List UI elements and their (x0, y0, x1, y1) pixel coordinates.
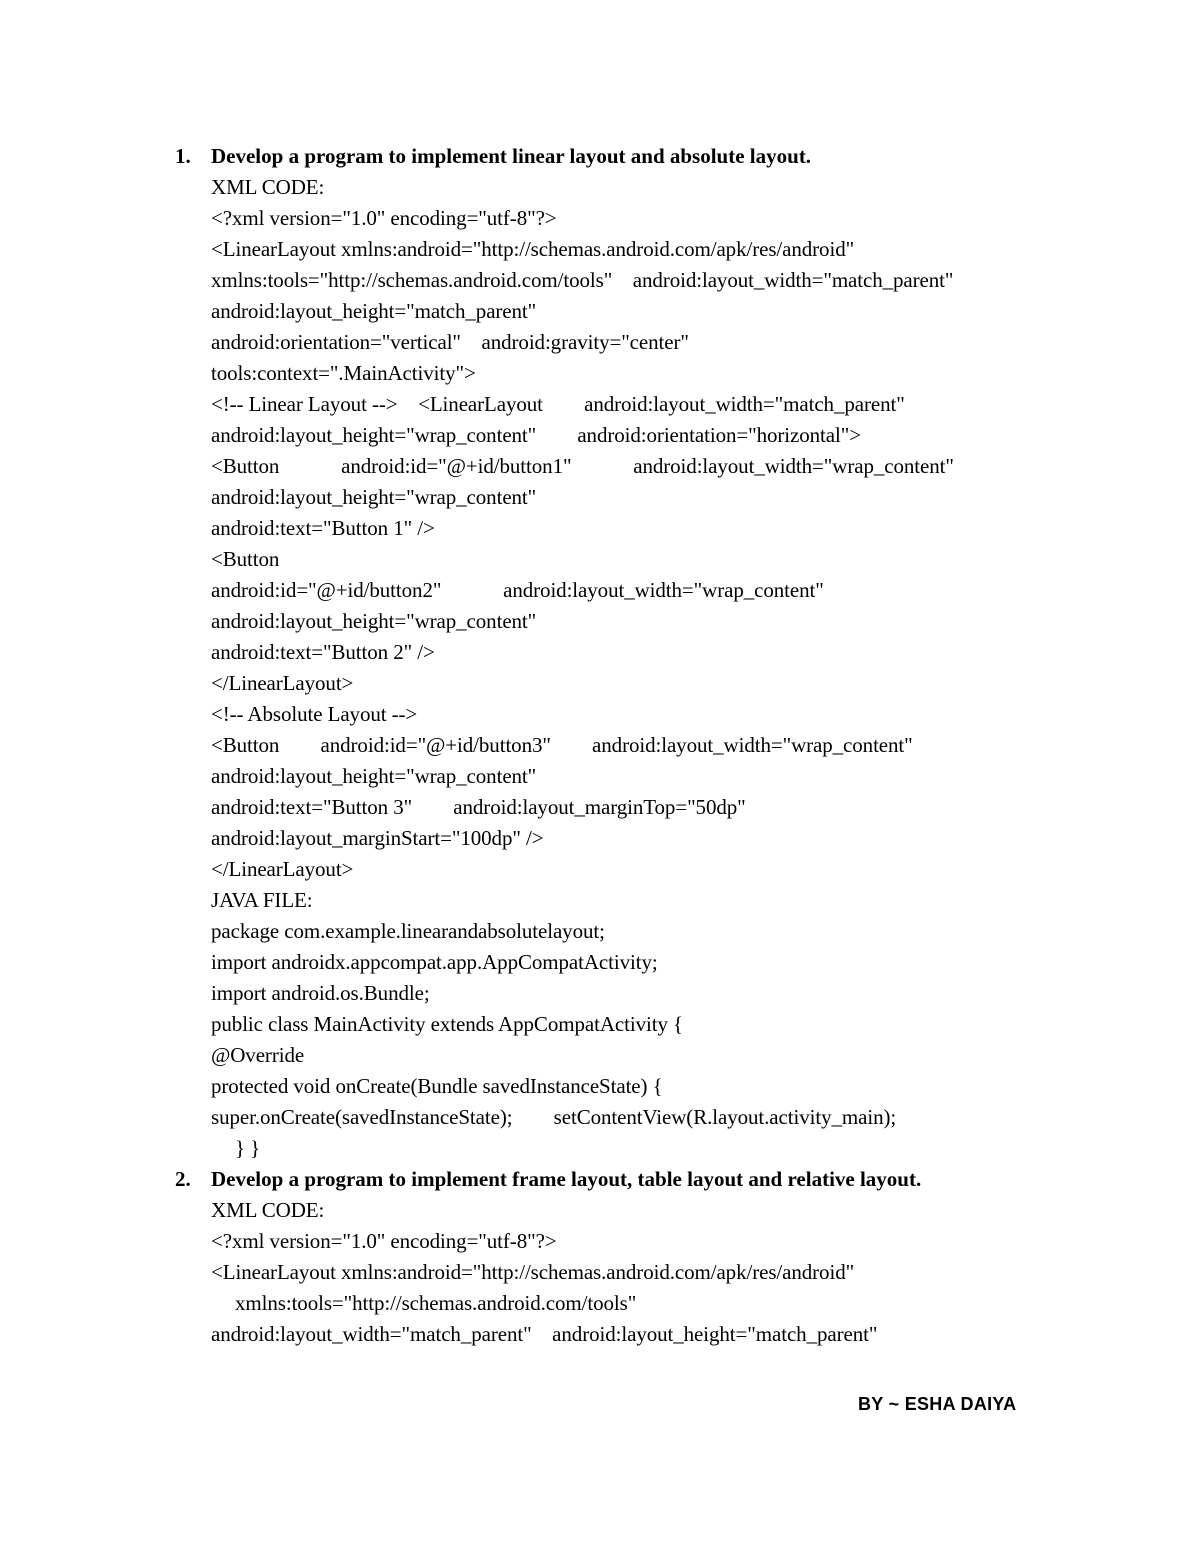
code-line: <Button android:id="@+id/button1" android:layout_width="wrap_content" (211, 454, 954, 478)
code-line: super.onCreate(savedInstanceState); setContentView(R.layout.activity_main); (211, 1105, 897, 1129)
document-content (175, 141, 1075, 1350)
code-line: android:text="Button 3" android:layout_marginTop="50dp" (211, 795, 746, 819)
code-line: <LinearLayout xmlns:android="http://schemas.android.com/apk/res/android" (211, 1260, 855, 1284)
code-line: </LinearLayout> (211, 857, 354, 881)
code-line: android:id="@+id/button2" android:layout_width="wrap_content" (211, 578, 824, 602)
code-line: <!-- Absolute Layout --> (211, 702, 418, 726)
code-line: <LinearLayout xmlns:android="http://schemas.android.com/apk/res/android" (211, 237, 855, 261)
code-line: android:layout_marginStart="100dp" /> (211, 826, 544, 850)
author-footer: BY ~ ESHA DAIYA (858, 1394, 1017, 1414)
code-line: tools:context=".MainActivity"> (211, 361, 476, 385)
code-line: <Button android:id="@+id/button3" android:layout_width="wrap_content" (211, 733, 913, 757)
code-line: public class MainActivity extends AppCompatActivity { (211, 1012, 683, 1036)
code-line: android:text="Button 1" /> (211, 516, 435, 540)
section-1-number: 1. (175, 144, 191, 168)
code-line: import androidx.appcompat.app.AppCompatActivity; (211, 950, 658, 974)
code-line: XML CODE: (211, 175, 325, 199)
code-line: XML CODE: (211, 1198, 325, 1222)
code-line: <!-- Linear Layout --> <LinearLayout android:layout_width="match_parent" (211, 392, 905, 416)
code-line: android:layout_height="match_parent" (211, 299, 537, 323)
code-line: package com.example.linearandabsolutelayout; (211, 919, 605, 943)
code-line: import android.os.Bundle; (211, 981, 430, 1005)
section-1-code (175, 172, 1075, 1164)
code-closing-braces: } } (235, 1136, 261, 1160)
code-line: <?xml version="1.0" encoding="utf-8"?> (211, 1229, 557, 1253)
section-2 (175, 1164, 1075, 1350)
code-line: protected void onCreate(Bundle savedInstanceState) { (211, 1074, 663, 1098)
code-line: @Override (211, 1043, 305, 1067)
code-line: JAVA FILE: (211, 888, 313, 912)
code-line: android:layout_height="wrap_content" android:orientation="horizontal"> (211, 423, 861, 447)
section-1 (175, 141, 1075, 1164)
code-line: android:orientation="vertical" android:gravity="center" (211, 330, 689, 354)
code-line: <Button (211, 547, 280, 571)
code-line: </LinearLayout> (211, 671, 354, 695)
code-line: xmlns:tools="http://schemas.android.com/tools" android:layout_width="match_parent" (211, 268, 954, 292)
code-line: android:text="Button 2" /> (211, 640, 435, 664)
section-2-title: Develop a program to implement frame layout, table layout and relative layout. (211, 1167, 922, 1191)
section-2-code (175, 1195, 1075, 1350)
section-1-title: Develop a program to implement linear layout and absolute layout. (211, 144, 812, 168)
code-line: android:layout_height="wrap_content" (211, 764, 537, 788)
code-line: android:layout_height="wrap_content" (211, 609, 537, 633)
code-line: xmlns:tools="http://schemas.android.com/tools" (235, 1291, 637, 1315)
code-line: android:layout_width="match_parent" android:layout_height="match_parent" (211, 1322, 878, 1346)
section-2-number: 2. (175, 1167, 191, 1191)
code-line: android:layout_height="wrap_content" (211, 485, 537, 509)
code-line: <?xml version="1.0" encoding="utf-8"?> (211, 206, 557, 230)
